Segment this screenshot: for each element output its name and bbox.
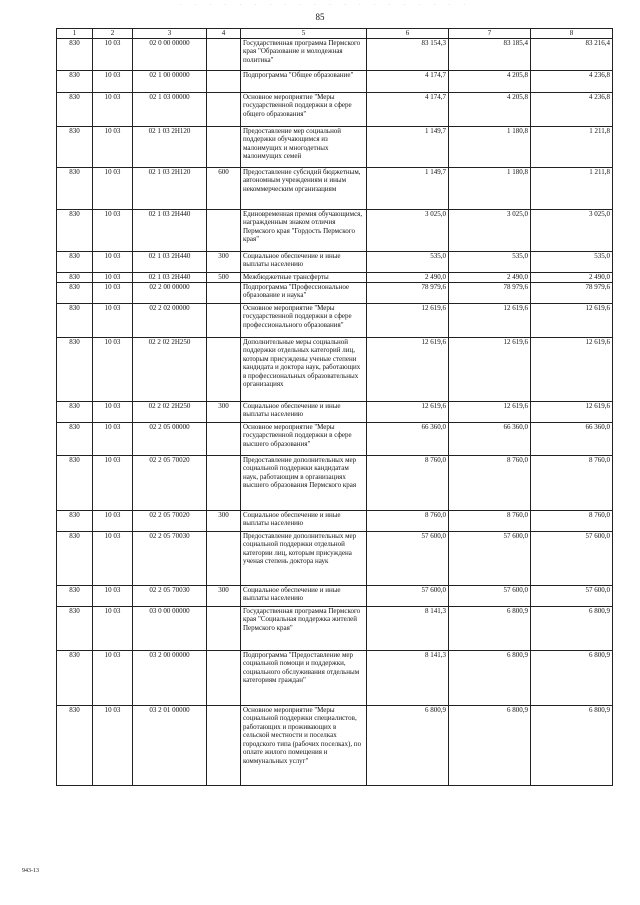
cell-target-article: 02 2 02 2Н250 [133, 401, 207, 422]
cell-amount-year-1: 6 800,9 [367, 705, 449, 785]
cell-ministry-code: 830 [57, 606, 93, 650]
cell-section-code: 10 03 [93, 422, 133, 455]
cell-section-code: 10 03 [93, 272, 133, 282]
column-header-2: 2 [93, 29, 133, 39]
cell-section-code: 10 03 [93, 585, 133, 606]
cell-expense-type: 300 [207, 401, 241, 422]
table-row [57, 455, 613, 510]
cell-amount-year-1: 8 141,3 [367, 650, 449, 705]
cell-amount-year-3: 535,0 [531, 251, 613, 272]
cell-amount-year-3: 3 025,0 [531, 209, 613, 251]
scan-artifact-dots: · · · · · · · · · · · · · · · · · · · · [180, 3, 472, 8]
table-row [57, 38, 613, 70]
cell-amount-year-2: 535,0 [449, 251, 531, 272]
cell-amount-year-1: 78 979,6 [367, 282, 449, 303]
cell-amount-year-2: 12 619,6 [449, 303, 531, 337]
cell-amount-year-2: 4 205,8 [449, 92, 531, 126]
cell-amount-year-2: 66 360,0 [449, 422, 531, 455]
cell-section-code: 10 03 [93, 606, 133, 650]
cell-section-code: 10 03 [93, 126, 133, 167]
cell-amount-year-1: 3 025,0 [367, 209, 449, 251]
cell-description: Социальное обеспечение и иные выплаты населению [241, 585, 367, 606]
cell-description: Подпрограмма "Предоставление мер социальной помощи и поддержки, социального обслуживания отдельным категориям граждан" [241, 650, 367, 705]
cell-amount-year-3: 4 236,8 [531, 70, 613, 92]
cell-description: Подпрограмма "Общее образование" [241, 70, 367, 92]
cell-expense-type: 300 [207, 251, 241, 272]
cell-description: Подпрограмма "Профессиональное образование и наука" [241, 282, 367, 303]
cell-section-code: 10 03 [93, 650, 133, 705]
cell-amount-year-2: 3 025,0 [449, 209, 531, 251]
column-header-3: 3 [133, 29, 207, 39]
cell-amount-year-2: 1 180,8 [449, 126, 531, 167]
cell-expense-type [207, 70, 241, 92]
column-header-5: 5 [241, 29, 367, 39]
cell-amount-year-3: 2 490,0 [531, 272, 613, 282]
cell-expense-type [207, 126, 241, 167]
cell-description: Предоставление дополнительных мер социальной поддержки отдельной категории лиц, которым присуждена ученая степень доктора наук [241, 531, 367, 585]
cell-amount-year-2: 12 619,6 [449, 337, 531, 401]
cell-ministry-code: 830 [57, 337, 93, 401]
cell-description: Основное мероприятие "Меры государственной поддержки в сфере профессионального образования" [241, 303, 367, 337]
cell-amount-year-3: 6 800,9 [531, 650, 613, 705]
cell-description: Социальное обеспечение и иные выплаты населению [241, 510, 367, 531]
cell-section-code: 10 03 [93, 401, 133, 422]
table-row [57, 167, 613, 209]
column-header-1: 1 [57, 29, 93, 39]
cell-amount-year-2: 6 800,9 [449, 705, 531, 785]
table-row [57, 282, 613, 303]
table-row [57, 531, 613, 585]
footer-code: 943-13 [22, 868, 39, 874]
cell-target-article: 02 1 03 00000 [133, 92, 207, 126]
cell-amount-year-1: 83 154,3 [367, 38, 449, 70]
cell-amount-year-3: 6 800,9 [531, 606, 613, 650]
cell-expense-type: 500 [207, 272, 241, 282]
cell-amount-year-1: 57 600,0 [367, 585, 449, 606]
cell-amount-year-3: 66 360,0 [531, 422, 613, 455]
table-row [57, 422, 613, 455]
cell-amount-year-2: 2 490,0 [449, 272, 531, 282]
cell-amount-year-3: 4 236,8 [531, 92, 613, 126]
cell-ministry-code: 830 [57, 585, 93, 606]
cell-description: Предоставление субсидий бюджетным, автономным учреждениям и иным некоммерческим организациям [241, 167, 367, 209]
cell-expense-type [207, 337, 241, 401]
cell-target-article: 02 1 03 2Н120 [133, 126, 207, 167]
cell-target-article: 02 0 00 00000 [133, 38, 207, 70]
cell-section-code: 10 03 [93, 282, 133, 303]
cell-amount-year-3: 83 216,4 [531, 38, 613, 70]
cell-ministry-code: 830 [57, 272, 93, 282]
column-header-7: 7 [449, 29, 531, 39]
cell-target-article: 02 2 05 70020 [133, 510, 207, 531]
cell-expense-type [207, 705, 241, 785]
cell-expense-type [207, 38, 241, 70]
cell-expense-type [207, 531, 241, 585]
cell-section-code: 10 03 [93, 70, 133, 92]
cell-target-article: 02 1 00 00000 [133, 70, 207, 92]
table-row [57, 126, 613, 167]
table-row [57, 705, 613, 785]
cell-section-code: 10 03 [93, 455, 133, 510]
cell-ministry-code: 830 [57, 126, 93, 167]
cell-target-article: 02 1 03 2Н120 [133, 167, 207, 209]
cell-expense-type [207, 303, 241, 337]
cell-section-code: 10 03 [93, 92, 133, 126]
cell-section-code: 10 03 [93, 303, 133, 337]
cell-section-code: 10 03 [93, 510, 133, 531]
cell-amount-year-1: 12 619,6 [367, 401, 449, 422]
cell-target-article: 02 2 05 70030 [133, 585, 207, 606]
cell-section-code: 10 03 [93, 38, 133, 70]
cell-expense-type [207, 650, 241, 705]
cell-amount-year-1: 12 619,6 [367, 303, 449, 337]
table-row [57, 337, 613, 401]
cell-section-code: 10 03 [93, 337, 133, 401]
table-row [57, 209, 613, 251]
cell-target-article: 03 2 00 00000 [133, 650, 207, 705]
cell-amount-year-3: 1 211,8 [531, 126, 613, 167]
cell-amount-year-2: 6 800,9 [449, 650, 531, 705]
cell-expense-type [207, 282, 241, 303]
cell-section-code: 10 03 [93, 209, 133, 251]
cell-amount-year-2: 4 205,8 [449, 70, 531, 92]
budget-table [56, 28, 613, 786]
cell-amount-year-1: 535,0 [367, 251, 449, 272]
cell-description: Основное мероприятие "Меры государственной поддержки в сфере высшего образования" [241, 422, 367, 455]
table-row [57, 650, 613, 705]
cell-ministry-code: 830 [57, 38, 93, 70]
cell-target-article: 02 1 03 2Н440 [133, 272, 207, 282]
table-row [57, 510, 613, 531]
cell-ministry-code: 830 [57, 282, 93, 303]
cell-expense-type [207, 455, 241, 510]
cell-amount-year-3: 12 619,6 [531, 337, 613, 401]
cell-target-article: 02 2 05 70030 [133, 531, 207, 585]
cell-expense-type: 300 [207, 585, 241, 606]
cell-description: Межбюджетные трансферты [241, 272, 367, 282]
table-row [57, 70, 613, 92]
cell-amount-year-3: 57 600,0 [531, 585, 613, 606]
cell-expense-type [207, 422, 241, 455]
cell-target-article: 02 2 02 2Н250 [133, 337, 207, 401]
cell-section-code: 10 03 [93, 705, 133, 785]
column-header-4: 4 [207, 29, 241, 39]
cell-ministry-code: 830 [57, 531, 93, 585]
cell-amount-year-3: 12 619,6 [531, 303, 613, 337]
cell-ministry-code: 830 [57, 303, 93, 337]
cell-amount-year-2: 78 979,6 [449, 282, 531, 303]
cell-target-article: 02 1 03 2Н440 [133, 251, 207, 272]
table-row [57, 92, 613, 126]
cell-amount-year-1: 4 174,7 [367, 92, 449, 126]
cell-amount-year-3: 57 600,0 [531, 531, 613, 585]
cell-amount-year-2: 57 600,0 [449, 531, 531, 585]
table-row [57, 251, 613, 272]
cell-ministry-code: 830 [57, 92, 93, 126]
cell-amount-year-1: 2 490,0 [367, 272, 449, 282]
cell-target-article: 02 2 05 70020 [133, 455, 207, 510]
cell-amount-year-3: 12 619,6 [531, 401, 613, 422]
cell-ministry-code: 830 [57, 251, 93, 272]
cell-amount-year-1: 1 149,7 [367, 167, 449, 209]
cell-section-code: 10 03 [93, 251, 133, 272]
cell-amount-year-3: 78 979,6 [531, 282, 613, 303]
cell-ministry-code: 830 [57, 650, 93, 705]
cell-description: Государственная программа Пермского края "Образование и молодежная политика" [241, 38, 367, 70]
cell-target-article: 02 2 02 00000 [133, 303, 207, 337]
table-row [57, 272, 613, 282]
table-row [57, 606, 613, 650]
cell-ministry-code: 830 [57, 705, 93, 785]
cell-description: Социальное обеспечение и иные выплаты населению [241, 251, 367, 272]
cell-description: Дополнительные меры социальной поддержки отдельных категорий лиц, которым присуждены ученые степени кандидата и доктора наук, работающих в профессиональных образовательных организациях [241, 337, 367, 401]
table-row [57, 585, 613, 606]
table-body [57, 38, 613, 785]
cell-ministry-code: 830 [57, 209, 93, 251]
cell-target-article: 03 2 01 00000 [133, 705, 207, 785]
cell-amount-year-1: 8 760,0 [367, 455, 449, 510]
cell-ministry-code: 830 [57, 422, 93, 455]
cell-ministry-code: 830 [57, 167, 93, 209]
cell-amount-year-1: 57 600,0 [367, 531, 449, 585]
cell-amount-year-1: 8 760,0 [367, 510, 449, 531]
cell-amount-year-3: 1 211,8 [531, 167, 613, 209]
cell-amount-year-2: 1 180,8 [449, 167, 531, 209]
cell-section-code: 10 03 [93, 531, 133, 585]
cell-amount-year-1: 4 174,7 [367, 70, 449, 92]
cell-description: Государственная программа Пермского края "Социальная поддержка жителей Пермского края" [241, 606, 367, 650]
table-row [57, 303, 613, 337]
cell-description: Основное мероприятие "Меры социальной поддержки специалистов, работающих и проживающих в сельской местности и поселках городского типа (рабочих поселках), по оплате жилого помещения и коммунальных услуг" [241, 705, 367, 785]
cell-amount-year-3: 8 760,0 [531, 510, 613, 531]
cell-amount-year-1: 66 360,0 [367, 422, 449, 455]
cell-amount-year-1: 8 141,3 [367, 606, 449, 650]
page-number: 85 [315, 12, 325, 22]
cell-expense-type [207, 606, 241, 650]
cell-expense-type: 600 [207, 167, 241, 209]
cell-amount-year-2: 57 600,0 [449, 585, 531, 606]
cell-description: Предоставление дополнительных мер социальной поддержки кандидатам наук, работающим в организациях высшего образования Пермского края [241, 455, 367, 510]
column-header-8: 8 [531, 29, 613, 39]
cell-description: Основное мероприятие "Меры государственной поддержки в сфере общего образования" [241, 92, 367, 126]
cell-target-article: 02 2 00 00000 [133, 282, 207, 303]
cell-expense-type [207, 92, 241, 126]
column-header-6: 6 [367, 29, 449, 39]
cell-amount-year-2: 83 185,4 [449, 38, 531, 70]
cell-amount-year-3: 8 760,0 [531, 455, 613, 510]
cell-ministry-code: 830 [57, 455, 93, 510]
cell-amount-year-1: 1 149,7 [367, 126, 449, 167]
table-header-row [57, 29, 613, 39]
cell-ministry-code: 830 [57, 510, 93, 531]
cell-amount-year-2: 6 800,9 [449, 606, 531, 650]
cell-amount-year-2: 12 619,6 [449, 401, 531, 422]
cell-target-article: 02 1 03 2Н440 [133, 209, 207, 251]
cell-description: Предоставление мер социальной поддержки обучающимся из малоимущих и многодетных малоимущих семей [241, 126, 367, 167]
cell-expense-type [207, 209, 241, 251]
cell-ministry-code: 830 [57, 70, 93, 92]
cell-amount-year-1: 12 619,6 [367, 337, 449, 401]
cell-ministry-code: 830 [57, 401, 93, 422]
cell-section-code: 10 03 [93, 167, 133, 209]
cell-target-article: 03 0 00 00000 [133, 606, 207, 650]
cell-amount-year-2: 8 760,0 [449, 455, 531, 510]
table-row [57, 401, 613, 422]
cell-description: Социальное обеспечение и иные выплаты населению [241, 401, 367, 422]
cell-amount-year-3: 6 800,9 [531, 705, 613, 785]
cell-description: Единовременная премия обучающимся, награжденным знаком отличия Пермского края "Гордость Пермского края" [241, 209, 367, 251]
cell-target-article: 02 2 05 00000 [133, 422, 207, 455]
cell-expense-type: 300 [207, 510, 241, 531]
cell-amount-year-2: 8 760,0 [449, 510, 531, 531]
